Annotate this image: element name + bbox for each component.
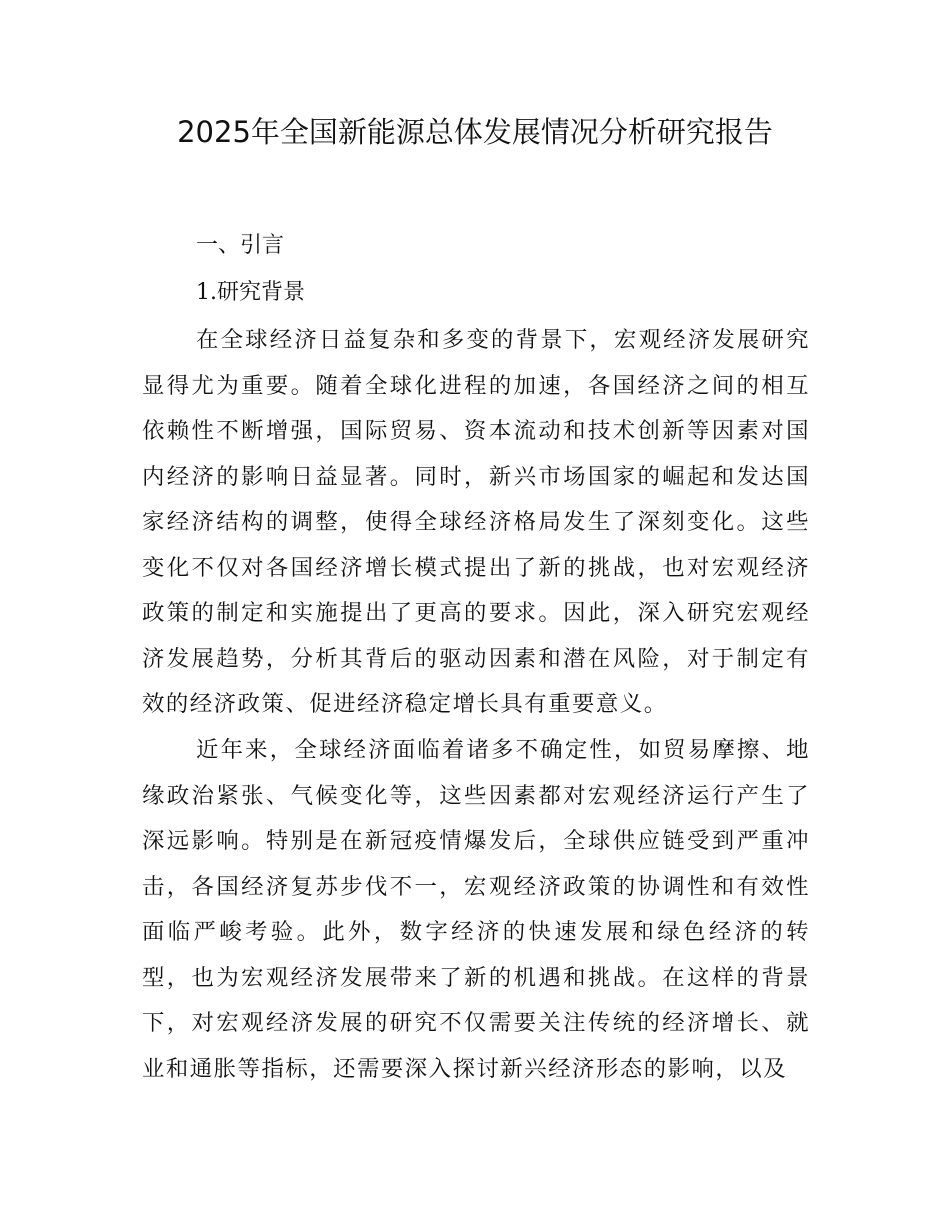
- body-paragraph: 在全球经济日益复杂和多变的背景下，宏观经济发展研究显得尤为重要。随着全球化进程的加速，各国经济之间的相互依赖性不断增强，国际贸易、资本流动和技术创新等因素对国内经济的影响日益显著。同时，新兴市场国家的崛起和发达国家经济结构的调整，使得全球经济格局发生了深刻变化。这些变化不仅对各国经济增长模式提出了新的挑战，也对宏观经济政策的制定和实施提出了更高的要求。因此，深入研究宏观经济发展趋势，分析其背后的驱动因素和潜在风险，对于制定有效的经济政策、促进经济稳定增长具有重要意义。: [142, 327, 810, 717]
- body-paragraph: 近年来，全球经济面临着诸多不确定性，如贸易摩擦、地缘政治紧张、气候变化等，这些因素都对宏观经济运行产生了深远影响。特别是在新冠疫情爆发后，全球供应链受到严重冲击，各国经济复苏步伐不一，宏观经济政策的协调性和有效性面临严峻考验。此外，数字经济的快速发展和绿色经济的转型，也为宏观经济发展带来了新的机遇和挑战。在这样的背景下，对宏观经济发展的研究不仅需要关注传统的经济增长、就业和通胀等指标，还需要深入探讨新兴经济形态的影响，以及: [142, 737, 810, 1082]
- sub-heading: 1.研究背景: [196, 280, 305, 305]
- section-heading: 一、引言: [196, 233, 285, 258]
- document-title: 2025年全国新能源总体发展情况分析研究报告: [177, 115, 773, 149]
